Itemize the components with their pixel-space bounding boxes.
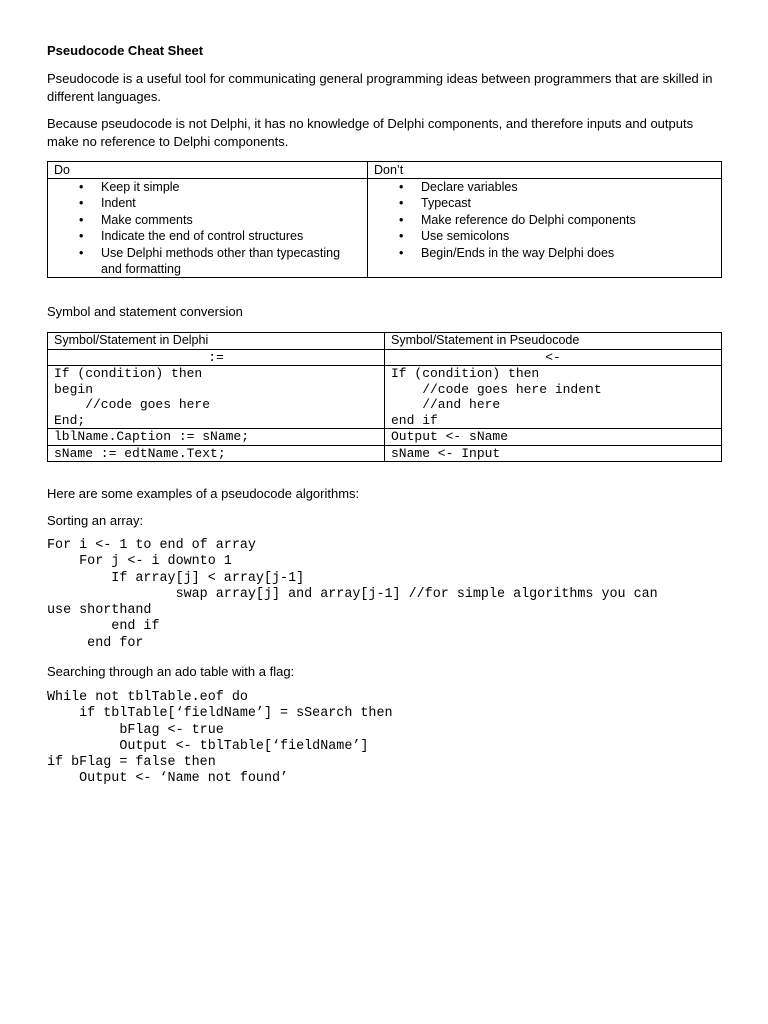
dont-list [374, 179, 715, 261]
pseudocode-header: Symbol/Statement in Pseudocode [385, 333, 722, 350]
dont-header: Don’t [368, 162, 722, 179]
searching-label: Searching through an ado table with a flag: [47, 664, 295, 679]
table-cell: lblName.Caption := sName; [48, 429, 385, 446]
list-item: • Indicate the end of control structures [101, 228, 361, 244]
intro-paragraph-1: Pseudocode is a useful tool for communicating general programming ideas between programmers that are skilled in different languages. [47, 71, 713, 104]
list-item: • Use semicolons [421, 228, 715, 244]
searching-code-block: While not tblTable.eof do if tblTable[‘fieldName’] = sSearch then bFlag <- true Output <- tblTable[‘fieldName’] if bFlag = false then Output <- ‘Name not found’ [47, 690, 393, 787]
table-cell: If (condition) then //code goes here indent //and here end if [385, 366, 722, 429]
page-title: Pseudocode Cheat Sheet [47, 43, 204, 58]
table-cell: sName := edtName.Text; [48, 445, 385, 462]
conversion-heading: Symbol and statement conversion [47, 304, 243, 319]
list-item: • Make comments [101, 212, 361, 228]
delphi-header: Symbol/Statement in Delphi [48, 333, 385, 350]
list-item: • Use Delphi methods other than typecasting and formatting [101, 245, 361, 278]
conversion-table [47, 332, 722, 462]
table-cell: Output <- sName [385, 429, 722, 446]
examples-intro: Here are some examples of a pseudocode algorithms: [47, 486, 360, 501]
do-dont-table [47, 161, 722, 278]
list-item: • Typecast [421, 195, 715, 211]
sorting-label: Sorting an array: [47, 513, 144, 528]
dont-cell [368, 179, 722, 278]
sorting-code-block: For i <- 1 to end of array For j <- i downto 1 If array[j] < array[j-1] swap array[j] and array[j-1] //for simple algorithms you can use shorthand end if end for [47, 538, 658, 651]
list-item: • Indent [101, 195, 361, 211]
do-header: Do [48, 162, 368, 179]
list-item: • Begin/Ends in the way Delphi does [421, 245, 715, 261]
do-list [54, 179, 361, 277]
table-cell: := [48, 349, 385, 366]
table-cell: If (condition) then begin //code goes here End; [48, 366, 385, 429]
intro-paragraph-2: Because pseudocode is not Delphi, it has no knowledge of Delphi components, and therefore inputs and outputs make no reference to Delphi components. [47, 116, 694, 149]
table-cell: sName <- Input [385, 445, 722, 462]
list-item: • Keep it simple [101, 179, 361, 195]
list-item: • Declare variables [421, 179, 715, 195]
table-cell: <- [385, 349, 722, 366]
do-cell [48, 179, 368, 278]
list-item: • Make reference do Delphi components [421, 212, 715, 228]
